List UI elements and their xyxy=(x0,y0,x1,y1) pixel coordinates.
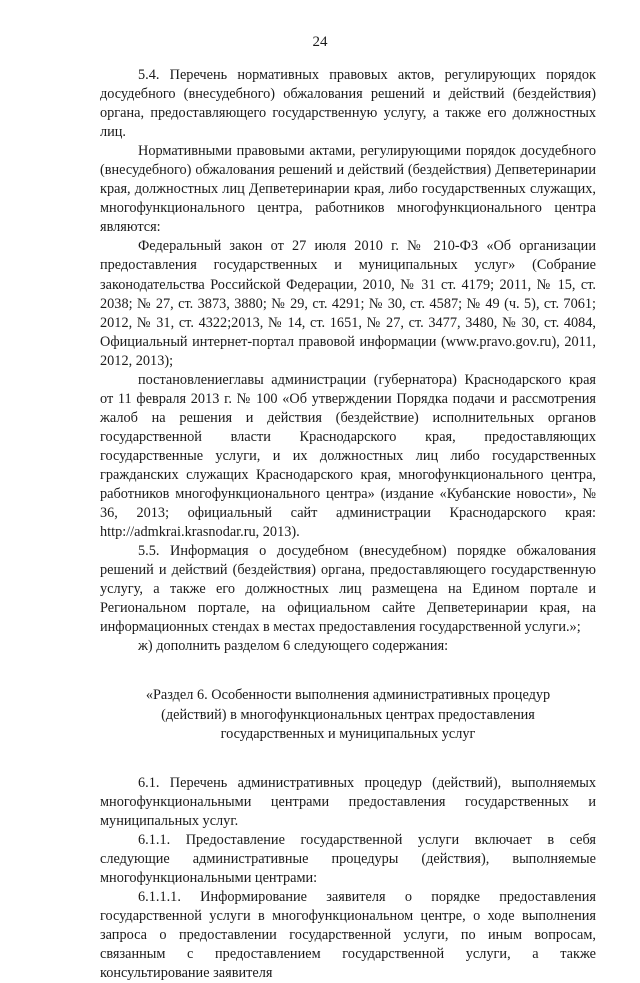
paragraph-governor-decree: постановлениеглавы администрации (губернатора) Краснодарского края от 11 февраля 2013 г. № 100 «Об утверждении Порядка подачи и рассмотрения жалоб на решения и действия (бездействие) исполнительных органов государственной власти Краснодарского края, предоставляющих государственные услуги, и их должностных лиц либо государственных гражданских служащих Краснодарского края, многофункционального центра, работников многофункционального центра» (издание «Кубанские новости», № 36, 2013; официальный сайт администрации Краснодарского края: http://admkrai.krasnodar.ru, 2013). xyxy=(100,371,596,541)
paragraph-federal-law: Федеральный закон от 27 июля 2010 г. № 210-ФЗ «Об организации предоставления государственных и муниципальных услуг» (Собрание законодательства Российской Федерации, 2010, № 31 ст. 4179; 2011, № 15, ст. 2038; № 27, ст. 3873, 3880; № 29, ст. 4291; № 30, ст. 4587; № 49 (ч. 5), ст. 7061; 2012, № 31, ст. 4322;2013, № 14, ст. 1651, № 27, ст. 3477, 3480, № 30, ст. 4084, Официальный интернет-портал правовой информации (www.pravo.gov.ru), 2011, 2012, 2013); xyxy=(100,238,596,369)
paragraph-normative-acts: Нормативными правовыми актами, регулирующими порядок досудебного (внесудебного) обжалования решений и действий (бездействия) Депветеринарии края, должностных лиц Депветеринарии края, либо государственных служащих, многофункционального центра, работников многофункционального центра являются: xyxy=(100,143,596,236)
section-6-heading xyxy=(100,686,596,743)
document-body xyxy=(100,66,596,983)
paragraph-5-5: 5.5. Информация о досудебном (внесудебном) порядке обжалования решений и действий (бездействия) органа, предоставляющего государственную услугу, а также его должностных лиц размещена на Едином портале и Региональном портале, на официальном сайте Депветеринарии края, на информационных стендах в местах предоставления государственной услуги.»; xyxy=(100,543,596,636)
paragraph-6-1-1-1: 6.1.1.1. Информирование заявителя о порядке предоставления государственной услуги в многофункциональном центре, о ходе выполнения запроса о предоставлении государственной услуги, по иным вопросам, связанным с предоставлением государственной услуги, а также консультирование заявителя xyxy=(100,888,596,982)
paragraph-5-4: 5.4. Перечень нормативных правовых актов, регулирующих порядок досудебного (внесудебного) обжалования решений и действий (бездействия) органа, предоставляющего государственную услугу, а также его должностных лиц. xyxy=(100,67,596,141)
paragraph-6-1: 6.1. Перечень административных процедур (действий), выполняемых многофункциональными центрами предоставления государственных и муниципальных услуг. xyxy=(100,774,596,829)
paragraph-6-1-1: 6.1.1. Предоставление государственной услуги включает в себя следующие административные процедуры (действия), выполняемые многофункциональными центрами: xyxy=(100,831,596,886)
section-6-heading-line3: государственных и муниципальных услуг xyxy=(220,725,476,742)
section-6-heading-line1: «Раздел 6. Особенности выполнения административных процедур xyxy=(145,687,551,704)
paragraph-amendment-zh: ж) дополнить разделом 6 следующего содержания: xyxy=(138,638,449,655)
section-6-heading-line2: (действий) в многофункциональных центрах предоставления xyxy=(161,706,535,723)
page-number: 24 xyxy=(312,34,328,50)
